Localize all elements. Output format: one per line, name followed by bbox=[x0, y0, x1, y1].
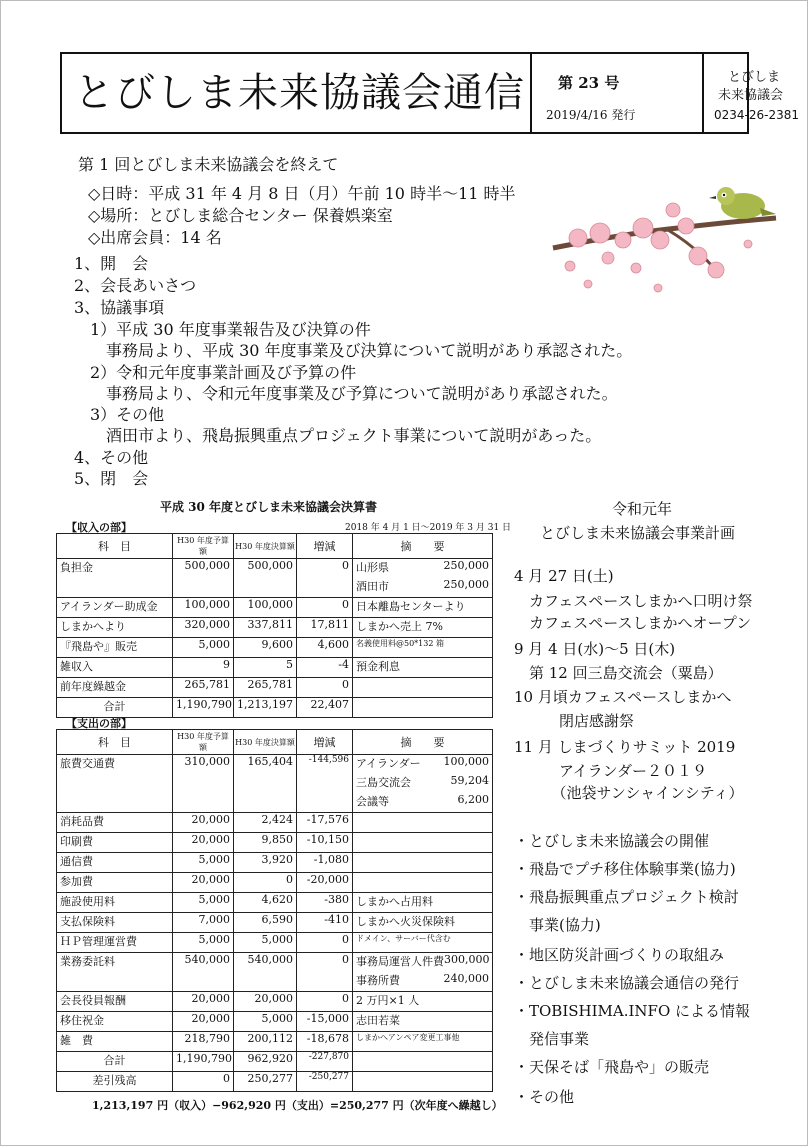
notes-cell bbox=[353, 1052, 493, 1072]
table-cell: 1,190,790 bbox=[173, 698, 234, 718]
schedule-line: 4 月 27 日(土) bbox=[514, 567, 614, 585]
table-cell: 22,407 bbox=[297, 698, 353, 718]
table-cell: -15,000 bbox=[297, 1012, 353, 1032]
note-label: 預金利息 bbox=[356, 660, 400, 673]
table-row bbox=[57, 1052, 493, 1072]
table-row bbox=[57, 1032, 493, 1052]
table-cell: 540,000 bbox=[173, 953, 234, 992]
plan-bullet: ・とびしま未来協議会通信の発行 bbox=[514, 974, 740, 992]
table-cell: 消耗品費 bbox=[57, 813, 173, 833]
table-cell: 20,000 bbox=[173, 833, 234, 853]
budget-period: 2018 年 4 月 1 日〜2019 年 3 月 31 日 bbox=[345, 523, 512, 533]
table-cell: 500,000 bbox=[234, 559, 297, 598]
table-cell: 5,000 bbox=[173, 638, 234, 658]
table-cell: -410 bbox=[297, 913, 353, 933]
notes-cell bbox=[353, 953, 493, 992]
schedule-line: カフェスペースしまかへオープン bbox=[514, 614, 752, 632]
note-label: しまかへアンペア変更工事他 bbox=[356, 1033, 460, 1042]
table-cell: 1,190,790 bbox=[173, 1052, 234, 1072]
table-row bbox=[57, 953, 493, 992]
notes-cell bbox=[353, 1012, 493, 1032]
table-cell: -227,870 bbox=[297, 1052, 353, 1072]
table-cell: -20,000 bbox=[297, 873, 353, 893]
table-cell: 2,424 bbox=[234, 813, 297, 833]
table-cell: 負担金 bbox=[57, 559, 173, 598]
publisher-line2: 未来協議会 bbox=[718, 88, 784, 103]
table-row bbox=[57, 833, 493, 853]
table-header-cell: 科 目 bbox=[57, 730, 173, 755]
issue-date: 2019/4/16 発行 bbox=[546, 108, 636, 122]
table-cell: 旅費交通費 bbox=[57, 755, 173, 813]
publisher-box bbox=[704, 54, 808, 132]
note-label: 日本離島センターより bbox=[356, 600, 466, 613]
schedule-line: カフェスペースしまかへ口明け祭 bbox=[514, 592, 753, 610]
plan-bullet: 事業(協力) bbox=[514, 916, 601, 934]
income-section-label: 【収入の部】 bbox=[66, 521, 132, 534]
table-cell: 20,000 bbox=[234, 992, 297, 1012]
table-cell: 500,000 bbox=[173, 559, 234, 598]
note-amount: 6,200 bbox=[457, 793, 489, 806]
table-cell: 100,000 bbox=[173, 598, 234, 618]
note-label: 酒田市 bbox=[356, 580, 389, 593]
table-cell: 『飛島や』販売 bbox=[57, 638, 173, 658]
table-row bbox=[57, 913, 493, 933]
table-row bbox=[57, 1072, 493, 1092]
note-label: ドメイン、サーバー代含む bbox=[356, 934, 451, 943]
plan-bullet: ・地区防災計画づくりの取組み bbox=[514, 946, 725, 964]
minutes-datetime: ◇日時：平成 31 年 4 月 8 日（月）午前 10 時半〜11 時半 bbox=[88, 184, 516, 203]
table-cell: 合計 bbox=[57, 1052, 173, 1072]
notes-cell bbox=[353, 1072, 493, 1092]
table-cell: -4 bbox=[297, 658, 353, 678]
table-row bbox=[57, 755, 493, 813]
table-cell: 9 bbox=[173, 658, 234, 678]
table-header-cell: 増減 bbox=[297, 730, 353, 755]
note-amount: 100,000 bbox=[443, 755, 489, 768]
table-cell: 5,000 bbox=[173, 893, 234, 913]
schedule-line: 10 月頃カフェスペースしまかへ bbox=[514, 688, 732, 706]
table-cell: 会長役員報酬 bbox=[57, 992, 173, 1012]
table-cell: 20,000 bbox=[173, 992, 234, 1012]
minutes-attendees: ◇出席会員：14 名 bbox=[88, 228, 222, 247]
notes-cell bbox=[353, 893, 493, 913]
agenda-item: 5、閉 会 bbox=[74, 469, 149, 488]
table-header-cell: 科 目 bbox=[57, 534, 173, 559]
schedule-line: （池袋サンシャインシティ） bbox=[514, 784, 744, 802]
table-cell: 参加費 bbox=[57, 873, 173, 893]
table-row bbox=[57, 678, 493, 698]
table-cell: 合計 bbox=[57, 698, 173, 718]
budget-title: 平成 30 年度とびしま未来協議会決算書 bbox=[160, 500, 378, 514]
note-label: アイランダー bbox=[356, 757, 421, 770]
plan-title-era: 令和元年 bbox=[612, 500, 673, 518]
plan-bullet: ・天保そば「飛島や」の販売 bbox=[514, 1058, 710, 1076]
agenda-item: 1）平成 30 年度事業報告及び決算の件 bbox=[74, 320, 371, 339]
budget-summary: 1,213,197 円（収入）−962,920 円（支出）=250,277 円（次年度へ繰越し） bbox=[92, 1099, 503, 1112]
note-label: 名義使用料@50*132 箱 bbox=[356, 639, 444, 648]
table-cell: 4,600 bbox=[297, 638, 353, 658]
note-amount: 250,000 bbox=[443, 578, 489, 591]
table-cell: 1,213,197 bbox=[234, 698, 297, 718]
table-cell: 962,920 bbox=[234, 1052, 297, 1072]
table-cell: -380 bbox=[297, 893, 353, 913]
schedule-line: 11 月 しまづくりサミット 2019 bbox=[514, 738, 736, 756]
notes-cell bbox=[353, 833, 493, 853]
table-cell: 通信費 bbox=[57, 853, 173, 873]
newsletter-header bbox=[60, 52, 800, 134]
table-cell: 250,277 bbox=[234, 1072, 297, 1092]
table-row bbox=[57, 992, 493, 1012]
table-cell: 0 bbox=[297, 933, 353, 953]
note-amount: 250,000 bbox=[443, 559, 489, 572]
plan-bullet: 発信事業 bbox=[514, 1030, 590, 1048]
table-row bbox=[57, 1012, 493, 1032]
table-row bbox=[57, 638, 493, 658]
plan-title: とびしま未来協議会事業計画 bbox=[540, 524, 736, 542]
table-cell: 165,404 bbox=[234, 755, 297, 813]
note-label: 2 万円×1 人 bbox=[356, 994, 420, 1007]
table-cell: 9,600 bbox=[234, 638, 297, 658]
table-cell: 施設使用料 bbox=[57, 893, 173, 913]
notes-cell bbox=[353, 698, 493, 718]
note-label: しまかへ火災保険料 bbox=[356, 915, 455, 928]
agenda-item: 2）令和元年度事業計画及び予算の件 bbox=[74, 363, 357, 382]
income-table bbox=[56, 533, 493, 718]
table-cell: 20,000 bbox=[173, 813, 234, 833]
plan-bullet: ・飛島でプチ移住体験事業(協力) bbox=[514, 860, 736, 878]
notes-cell bbox=[353, 598, 493, 618]
note-label: 事務局運営人件費 bbox=[356, 955, 444, 968]
agenda-item: 4、その他 bbox=[74, 448, 149, 467]
minutes-place: ◇場所：とびしま総合センター 保養娯楽室 bbox=[88, 206, 393, 225]
table-cell: -144,596 bbox=[297, 755, 353, 813]
table-cell: 0 bbox=[297, 953, 353, 992]
notes-cell bbox=[353, 678, 493, 698]
table-cell: 20,000 bbox=[173, 1012, 234, 1032]
table-row bbox=[57, 813, 493, 833]
notes-cell bbox=[353, 992, 493, 1012]
notes-cell bbox=[353, 1032, 493, 1052]
table-cell: 310,000 bbox=[173, 755, 234, 813]
table-cell: 0 bbox=[297, 992, 353, 1012]
note-label: しまかへ売上 7% bbox=[356, 620, 443, 633]
notes-cell bbox=[353, 813, 493, 833]
agenda-item: 事務局より、平成 30 年度事業及び決算について説明があり承認された。 bbox=[74, 341, 633, 360]
table-cell: 印刷費 bbox=[57, 833, 173, 853]
note-label: 志田若菜 bbox=[356, 1014, 400, 1027]
minutes-heading: 第 1 回とびしま未来協議会を終えて bbox=[78, 155, 339, 174]
note-label: 山形県 bbox=[356, 561, 389, 574]
table-cell: 7,000 bbox=[173, 913, 234, 933]
notes-cell bbox=[353, 873, 493, 893]
table-cell: 100,000 bbox=[234, 598, 297, 618]
table-cell: 3,920 bbox=[234, 853, 297, 873]
table-row bbox=[57, 893, 493, 913]
table-row bbox=[57, 873, 493, 893]
plan-bullet: ・その他 bbox=[514, 1088, 575, 1106]
table-cell: 雑 費 bbox=[57, 1032, 173, 1052]
table-header-cell: H30 年度決算額 bbox=[234, 534, 297, 559]
notes-cell bbox=[353, 933, 493, 953]
plan-bullet: ・とびしま未来協議会の開催 bbox=[514, 832, 710, 850]
table-cell: 5 bbox=[234, 658, 297, 678]
table-cell: アイランダー助成金 bbox=[57, 598, 173, 618]
table-cell: 17,811 bbox=[297, 618, 353, 638]
notes-cell bbox=[353, 913, 493, 933]
table-row bbox=[57, 658, 493, 678]
table-cell: 5,000 bbox=[234, 1012, 297, 1032]
table-cell: 5,000 bbox=[173, 933, 234, 953]
table-cell: 20,000 bbox=[173, 873, 234, 893]
note-amount: 59,204 bbox=[450, 774, 489, 787]
schedule-line: 閉店感謝祭 bbox=[514, 712, 635, 730]
schedule-line: 第 12 回三島交流会（粟島） bbox=[514, 664, 723, 682]
agenda-item: 3）その他 bbox=[74, 405, 165, 424]
table-header-cell: 増減 bbox=[297, 534, 353, 559]
table-header-cell: H30 年度予算額 bbox=[173, 730, 234, 755]
plan-bullet: ・飛島振興重点プロジェクト検討 bbox=[514, 888, 739, 906]
table-cell: 業務委託料 bbox=[57, 953, 173, 992]
table-cell: -18,678 bbox=[297, 1032, 353, 1052]
cherry-blossom-bird-illustration bbox=[548, 178, 780, 306]
table-row bbox=[57, 618, 493, 638]
table-cell: -250,277 bbox=[297, 1072, 353, 1092]
agenda-item: 酒田市より、飛島振興重点プロジェクト事業について説明があった。 bbox=[74, 426, 602, 445]
table-cell: 200,112 bbox=[234, 1032, 297, 1052]
table-cell: 5,000 bbox=[173, 853, 234, 873]
table-cell: -10,150 bbox=[297, 833, 353, 853]
note-label: 事務所費 bbox=[356, 974, 400, 987]
publisher-line1: とびしま bbox=[728, 70, 781, 85]
note-label: しまかへ占用料 bbox=[356, 895, 433, 908]
table-cell: 5,000 bbox=[234, 933, 297, 953]
table-cell: 320,000 bbox=[173, 618, 234, 638]
table-cell: -17,576 bbox=[297, 813, 353, 833]
notes-cell bbox=[353, 559, 493, 598]
table-cell: 支払保険料 bbox=[57, 913, 173, 933]
table-cell: 218,790 bbox=[173, 1032, 234, 1052]
table-cell: 0 bbox=[297, 678, 353, 698]
table-cell: 9,850 bbox=[234, 833, 297, 853]
notes-cell bbox=[353, 638, 493, 658]
notes-cell bbox=[353, 853, 493, 873]
plan-bullet: ・TOBISHIMA.INFO による情報 bbox=[514, 1002, 751, 1020]
table-cell: しまかへより bbox=[57, 618, 173, 638]
schedule-line: 9 月 4 日(水)〜5 日(木) bbox=[514, 640, 676, 658]
table-cell: 265,781 bbox=[173, 678, 234, 698]
note-amount: 240,000 bbox=[443, 972, 489, 985]
note-label: 三島交流会 bbox=[356, 776, 411, 789]
table-cell: 前年度繰越金 bbox=[57, 678, 173, 698]
note-label: 会議等 bbox=[356, 795, 389, 808]
table-cell: 0 bbox=[297, 559, 353, 598]
table-row bbox=[57, 598, 493, 618]
newsletter-title: とびしま未来協議会通信 bbox=[62, 54, 532, 132]
table-row bbox=[57, 559, 493, 598]
table-cell: 337,811 bbox=[234, 618, 297, 638]
table-cell: 0 bbox=[173, 1072, 234, 1092]
table-cell: 4,620 bbox=[234, 893, 297, 913]
table-cell: 移住祝金 bbox=[57, 1012, 173, 1032]
table-cell: 雑収入 bbox=[57, 658, 173, 678]
table-header-cell: 摘 要 bbox=[353, 730, 493, 755]
publisher-phone: 0234-26-2381 bbox=[714, 108, 800, 122]
table-cell: 540,000 bbox=[234, 953, 297, 992]
table-header-cell: H30 年度決算額 bbox=[234, 730, 297, 755]
agenda-item: 2、会長あいさつ bbox=[74, 276, 197, 295]
agenda-item: 事務局より、令和元年度事業及び予算について説明があり承認された。 bbox=[74, 384, 618, 403]
table-cell: -1,080 bbox=[297, 853, 353, 873]
table-header-cell: 摘 要 bbox=[353, 534, 493, 559]
table-row bbox=[57, 853, 493, 873]
table-cell: ＨＰ管理運営費 bbox=[57, 933, 173, 953]
agenda-item: 1、開 会 bbox=[74, 254, 149, 273]
table-cell: 265,781 bbox=[234, 678, 297, 698]
table-cell: 6,590 bbox=[234, 913, 297, 933]
issue-number: 第 23 号 bbox=[558, 74, 620, 92]
notes-cell bbox=[353, 618, 493, 638]
schedule-line: アイランダー２０１９ bbox=[514, 762, 708, 780]
notes-cell bbox=[353, 755, 493, 813]
table-cell: 差引残高 bbox=[57, 1072, 173, 1092]
agenda-item: 3、協議事項 bbox=[74, 298, 165, 317]
expense-table bbox=[56, 729, 493, 1092]
expense-section-label: 【支出の部】 bbox=[66, 717, 132, 730]
table-cell: 0 bbox=[234, 873, 297, 893]
table-row bbox=[57, 933, 493, 953]
table-header-cell: H30 年度予算額 bbox=[173, 534, 234, 559]
notes-cell bbox=[353, 658, 493, 678]
table-cell: 0 bbox=[297, 598, 353, 618]
issue-box bbox=[532, 54, 704, 132]
note-amount: 300,000 bbox=[444, 953, 490, 966]
